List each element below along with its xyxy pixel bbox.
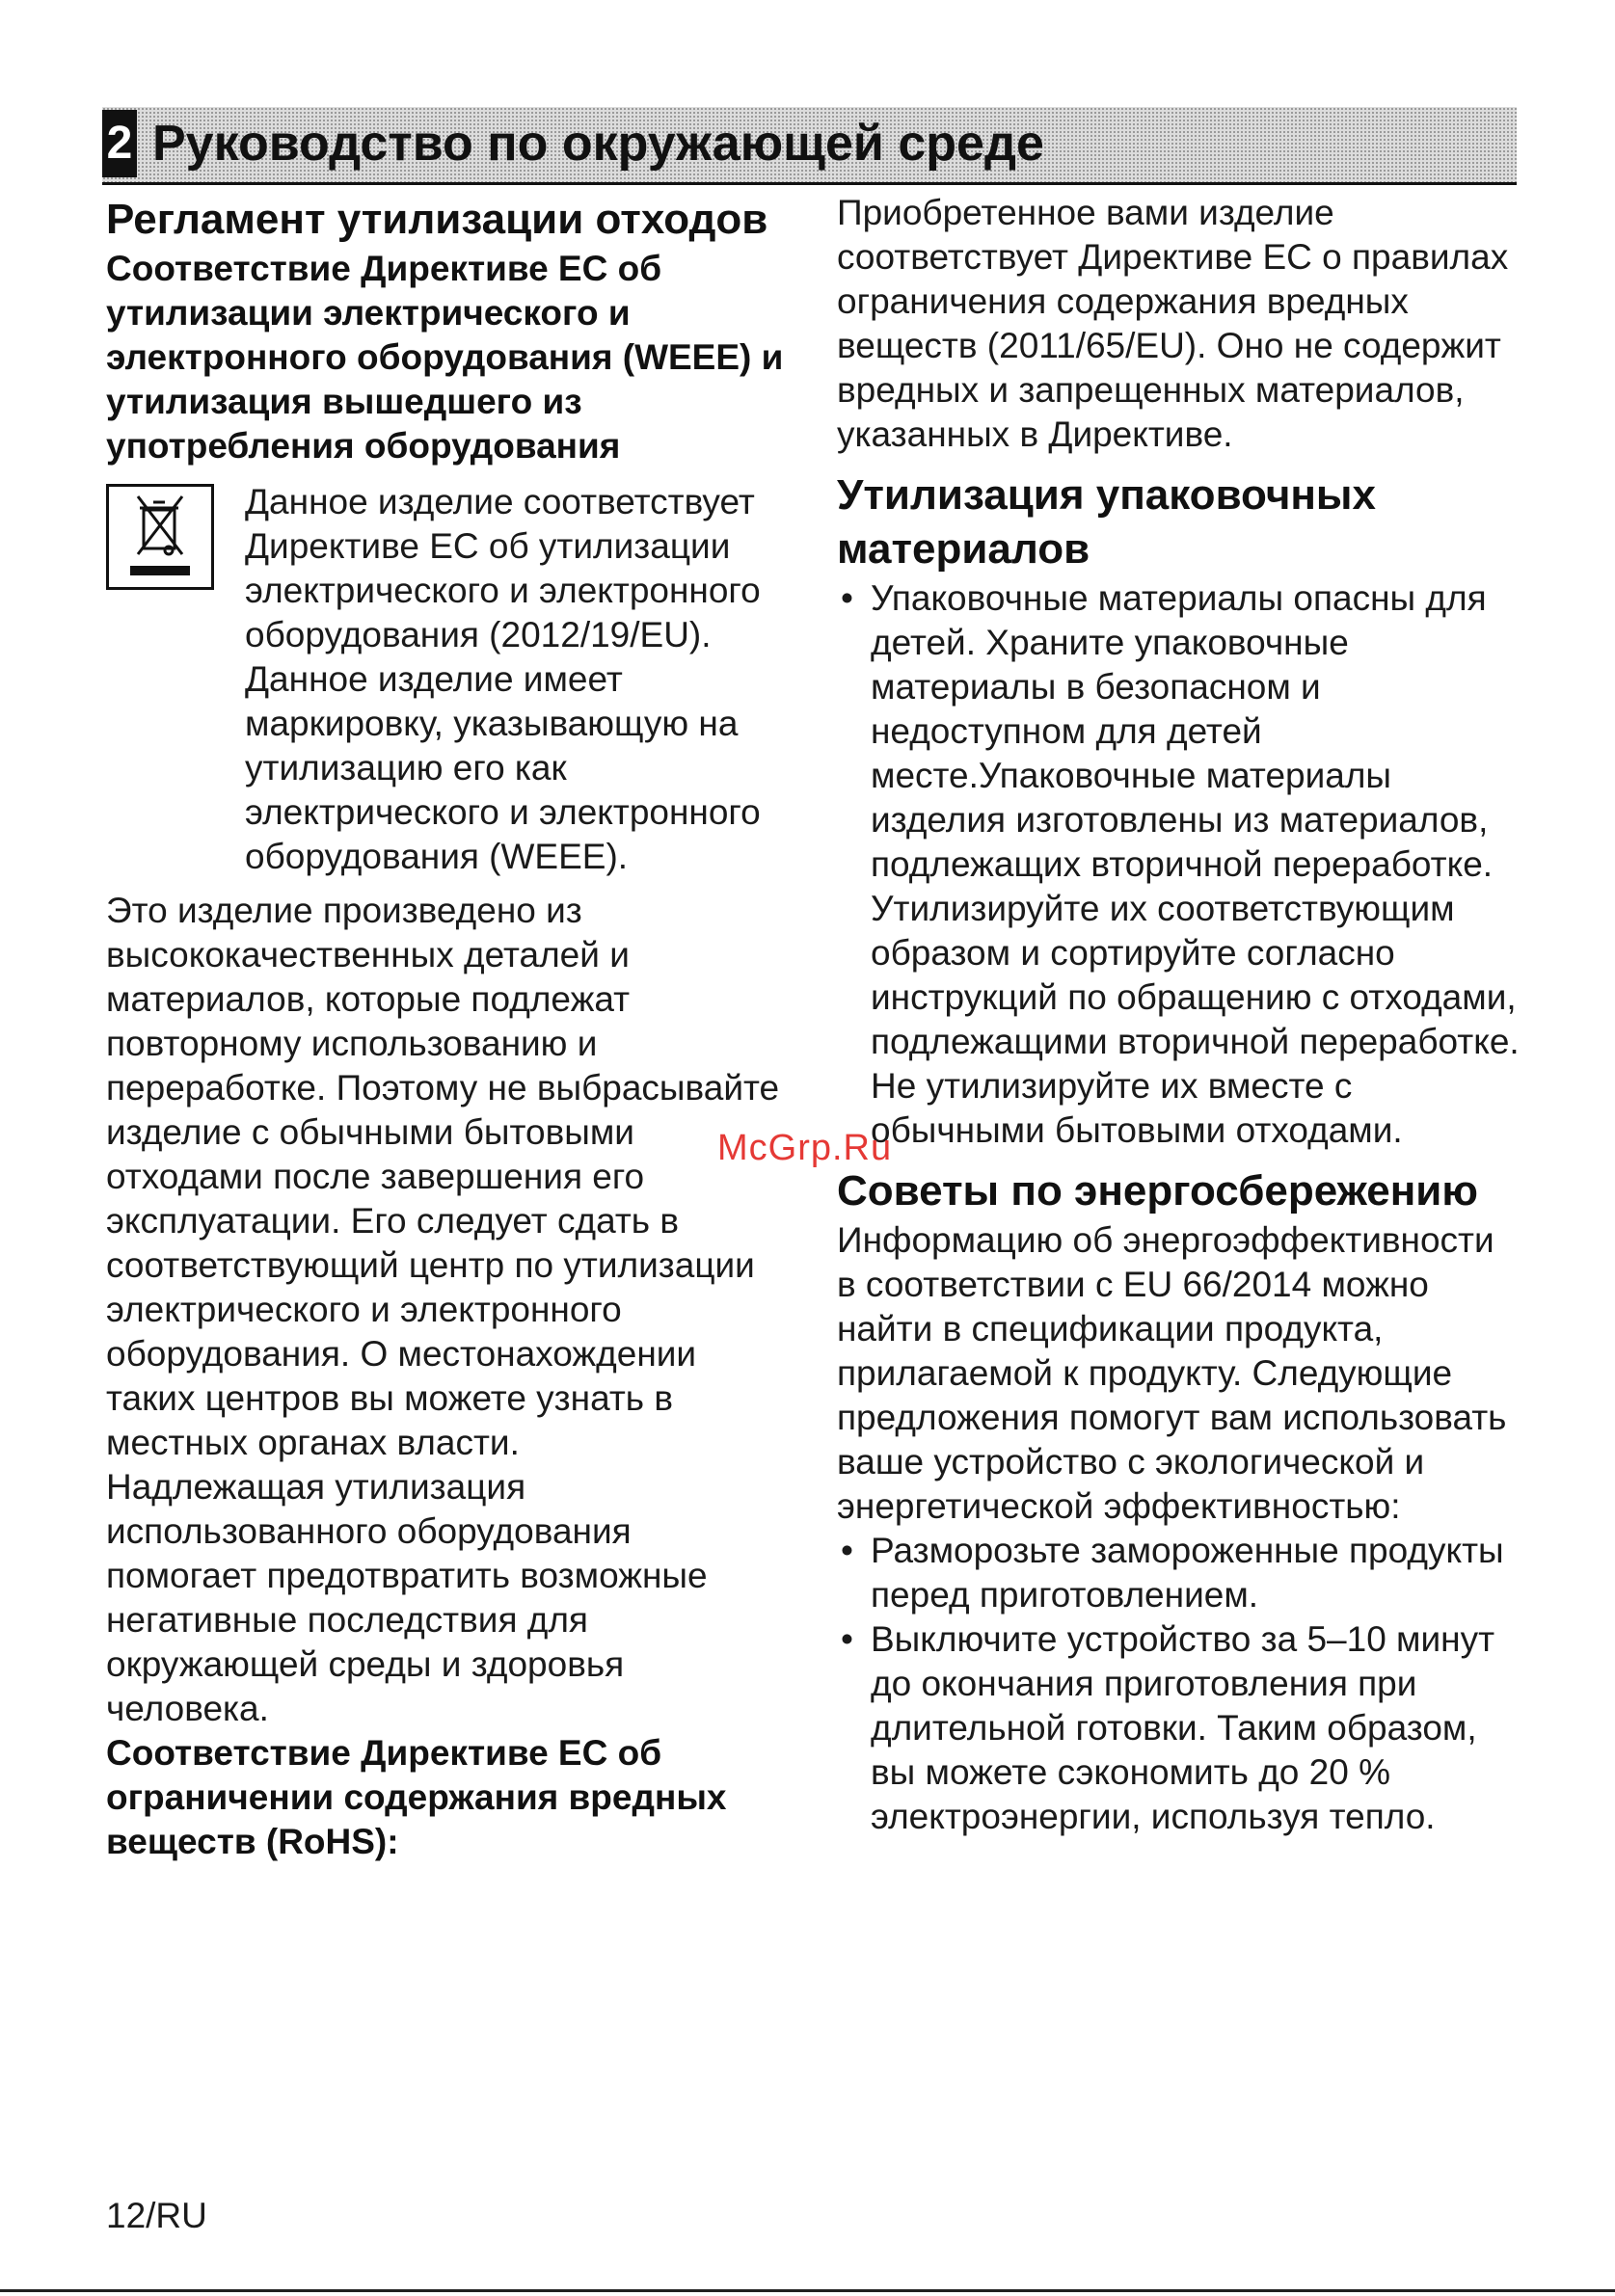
waste-regulation-heading: Регламент утилизации отходов [106, 196, 768, 243]
watermark: McGrp.Ru [717, 1128, 893, 1168]
rohs-compliance-text: Приобретенное вами изделие соответствует Директиве ЕС о правилах ограничения содержания вредных веществ (2011/65/EU). Оно не содержит вредных и запрещенных материалов, указанных в Директиве. [837, 193, 1509, 454]
right-column [837, 191, 1521, 1839]
list-item: • Упаковочные материалы опасны для детей. Храните упаковочные материалы в безопасном и недоступном для детей месте.Упаковочные материалы изделия изготовлены из материалов, подлежащих вторичной переработке. Утилизируйте их соответствующим образом и сортируйте согласно инструкций по обращению с отходами, подлежащими вторичной переработке. Не утилизируйте их вместе с обычными бытовыми отходами. [837, 576, 1521, 1153]
rohs-subheading: Соответствие Директиве ЕС об ограничении содержания вредных веществ (RoHS): [106, 1733, 727, 1861]
page-number: 12/RU [106, 2196, 207, 2235]
packaging-heading: Утилизация упаковочных материалов [837, 471, 1376, 573]
list-item: • Выключите устройство за 5–10 минут до окончания приготовления при длительной готовки. Таким образом, вы можете сэкономить до 20 % электроэнергии, используя тепло. [837, 1617, 1521, 1839]
weee-block [106, 480, 791, 879]
section-title: Руководство по окружающей среде [152, 116, 1044, 172]
packaging-list [837, 576, 1521, 1153]
energy-tips-list [837, 1529, 1521, 1839]
crossed-out-wheelie-bin-icon [106, 484, 214, 590]
disposal-paragraph: Надлежащая утилизация использованного оборудования помогает предотвратить возможные негативные последствия для окружающей среды и здоровья человека. [106, 1467, 708, 1728]
weee-subheading: Соответствие Директиве ЕС об утилизации электрического и электронного оборудования (WEEE) и утилизация вышедшего из употребления оборудования [106, 249, 784, 466]
section-number: 2 [102, 110, 137, 177]
section-header [102, 107, 1517, 185]
energy-info-text: Информацию об энергоэффективности в соответствии с EU 66/2014 можно найти в спецификации продукта, прилагаемой к продукту. Следующие предложения помогут вам использовать ваше устройство с экологической и энергетической эффективностью: [837, 1220, 1507, 1526]
left-column [106, 193, 791, 1864]
recycling-paragraph: Это изделие произведено из высококачественных деталей и материалов, которые подлежат повторному использованию и переработке. Поэтому не выбрасывайте изделие с обычными бытовыми отходами после завершения его эксплуатации. Его следует сдать в соответствующий центр по утилизации электрического и электронного оборудования. О местонахождении таких центров вы можете узнать в местных органах власти. [106, 891, 780, 1462]
bottom-divider [0, 2289, 1615, 2292]
energy-saving-heading: Советы по энергосбережению [837, 1167, 1478, 1215]
weee-compliance-text: Данное изделие соответствует Директиве ЕС об утилизации электрического и электронного оборудования (2012/19/EU). Данное изделие имеет маркировку, указывающую на утилизацию его как электрического и электронного оборудования (WEEE). [245, 482, 761, 876]
list-item: • Разморозьте замороженные продукты перед приготовлением. [837, 1529, 1521, 1617]
